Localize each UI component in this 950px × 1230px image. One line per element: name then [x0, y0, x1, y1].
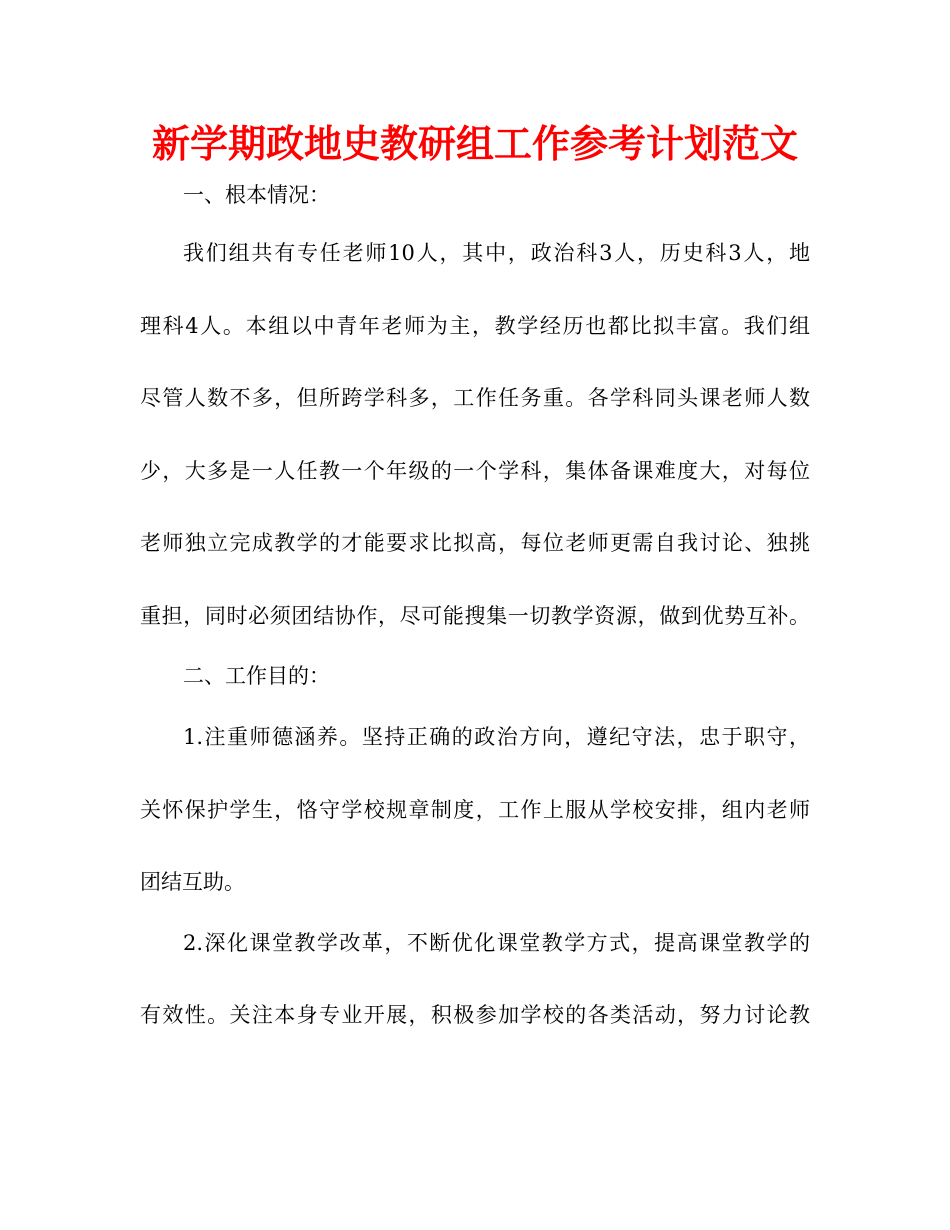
paragraph-line: 少，大多是一人任教一个年级的一个学科，集体备课难度大，对每位	[140, 459, 810, 483]
paragraph-line: 1.注重师德涵养。坚持正确的政治方向，遵纪守法，忠于职守，	[183, 725, 810, 749]
paragraph-line: 尽管人数不多，但所跨学科多，工作任务重。各学科同头课老师人数	[140, 386, 810, 410]
paragraph-line: 老师独立完成教学的才能要求比拟高，每位老师更需自我讨论、独挑	[140, 531, 810, 555]
paragraph-line: 有效性。关注本身专业开展，积极参加学校的各类活动，努力讨论教	[140, 1003, 810, 1027]
paragraph-line: 我们组共有专任老师10人，其中，政治科3人，历史科3人，地	[183, 241, 810, 265]
paragraph-line: 团结互助。	[140, 870, 245, 894]
section-heading-work-goals: 二、工作目的：	[183, 664, 330, 688]
paragraph-line: 关怀保护学生，恪守学校规章制度，工作上服从学校安排，组内老师	[140, 798, 810, 822]
paragraph-line: 重担，同时必须团结协作，尽可能搜集一切教学资源，做到优势互补。	[140, 604, 810, 628]
section-heading-basic-situation: 一、根本情况：	[183, 183, 330, 207]
paragraph-line: 2.深化课堂教学改革，不断优化课堂教学方式，提高课堂教学的	[183, 931, 810, 955]
paragraph-line: 理科4人。本组以中青年老师为主，教学经历也都比拟丰富。我们组	[140, 314, 810, 338]
document-title: 新学期政地史教研组工作参考计划范文	[151, 122, 798, 166]
